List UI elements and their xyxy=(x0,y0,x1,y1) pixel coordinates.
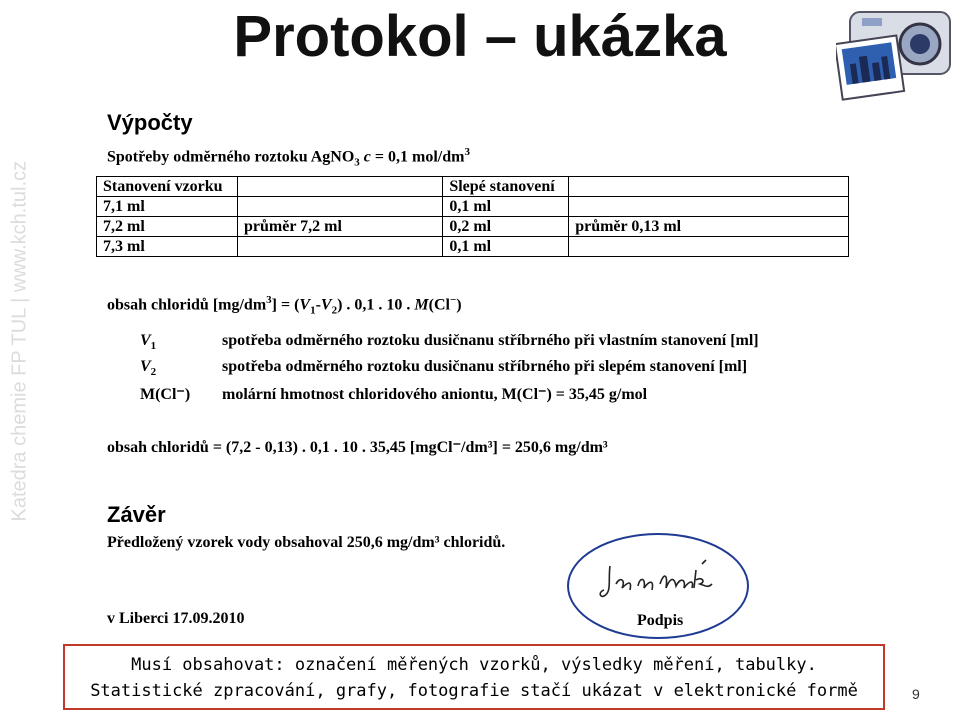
table-cell: 0,1 ml xyxy=(443,197,569,217)
legend-description: spotřeba odměrného roztoku dusičnanu stříbrného při slepém stanovení [ml] xyxy=(222,358,748,375)
measurements-table xyxy=(96,176,849,257)
table-cell xyxy=(569,197,849,217)
table-row xyxy=(97,197,849,217)
photo-camera-icon xyxy=(836,4,956,104)
slide-title: Protokol – ukázka xyxy=(233,4,727,69)
table-header-cell xyxy=(238,177,443,197)
page-number: 9 xyxy=(912,686,920,702)
table-header-cell: Stanovení vzorku xyxy=(97,177,238,197)
legend-description: spotřeba odměrného roztoku dusičnanu stříbrného při vlastním stanovení [ml] xyxy=(222,332,759,349)
table-cell: 0,2 ml xyxy=(443,217,569,237)
note-line: Musí obsahovat: označení měřených vzorků, výsledky měření, tabulky. xyxy=(131,655,817,675)
table-cell: průměr 7,2 ml xyxy=(238,217,443,237)
conclusion-heading: Závěr xyxy=(107,502,166,527)
table-cell xyxy=(238,237,443,257)
chloride-formula: obsah chloridů $[mg/dm^3] = (V_1-V_2)$ . 0,1 . 10 . M(Cl−) xyxy=(107,294,462,317)
legend-symbol: $V_1$ xyxy=(140,332,157,353)
table-header-cell xyxy=(569,177,849,197)
calculations-heading: Výpočty xyxy=(107,110,193,135)
table-row xyxy=(97,237,849,257)
titrant-consumption-line: Spotřeby odměrného roztoku AgNO$_3$ c = 0,1 mol/$dm^3$ xyxy=(107,146,470,169)
table-row xyxy=(97,217,849,237)
requirements-note xyxy=(63,644,885,710)
legend-symbol: M(Cl⁻) xyxy=(140,386,191,403)
table-cell: 7,3 ml xyxy=(97,237,238,257)
table-cell: 7,2 ml xyxy=(97,217,238,237)
side-watermark: Katedra chemie FP TUL | www.kch.tul.cz xyxy=(8,160,31,522)
signature-label: Podpis xyxy=(637,612,684,629)
table-cell: 0,1 ml xyxy=(443,237,569,257)
table-cell: průměr 0,13 ml xyxy=(569,217,849,237)
table-header-cell: Slepé stanovení xyxy=(443,177,569,197)
table-header-row xyxy=(97,177,849,197)
table-cell xyxy=(238,197,443,217)
place-and-date: v Liberci 17.09.2010 xyxy=(107,610,245,627)
result-calculation: obsah chloridů = (7,2 - 0,13) . 0,1 . 10 . 35,45 [mgCl⁻/dm³] = 250,6 mg/dm³ xyxy=(107,439,608,456)
handwritten-signature xyxy=(598,558,728,604)
legend-symbol: $V_2$ xyxy=(140,358,157,379)
legend-description: molární hmotnost chloridového aniontu, M(Cl⁻) = 35,45 g/mol xyxy=(222,386,648,403)
table-cell xyxy=(569,237,849,257)
note-line: Statistické zpracování, grafy, fotografie stačí ukázat v elektronické formě xyxy=(90,681,858,701)
table-cell: 7,1 ml xyxy=(97,197,238,217)
conclusion-text: Předložený vzorek vody obsahoval 250,6 mg/dm³ chloridů. xyxy=(107,534,506,551)
